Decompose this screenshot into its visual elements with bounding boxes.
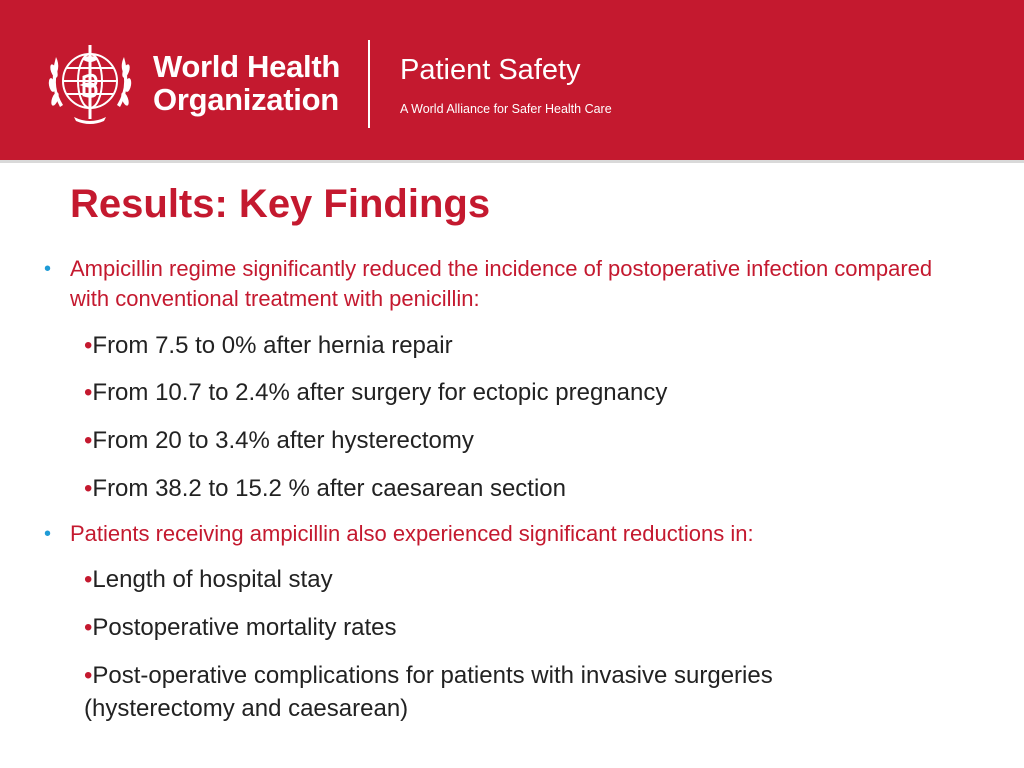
sub-bullet-dot-icon: • — [84, 332, 93, 359]
bullet-1 — [44, 254, 970, 314]
subitem-1-1-text: From 7.5 to 0% after hernia repair — [92, 332, 453, 359]
subitem-2-2 — [84, 611, 984, 644]
subitem-2-3 — [84, 659, 914, 725]
sub-bullet-dot-icon: • — [84, 427, 93, 454]
sub-bullet-dot-icon: • — [84, 379, 93, 406]
subitem-1-1 — [84, 329, 984, 362]
subitem-1-4 — [84, 472, 984, 505]
sub-bullet-dot-icon: • — [84, 662, 93, 689]
subitem-1-2-text: From 10.7 to 2.4% after surgery for ectopic pregnancy — [92, 379, 668, 406]
bullet-2-text: Patients receiving ampicillin also experienced significant reductions in: — [70, 521, 754, 546]
bullet-2 — [44, 519, 970, 549]
sub-bullet-dot-icon: • — [84, 566, 93, 593]
subitem-2-3-text: Post-operative complications for patients with invasive surgeries (hysterectomy and caesarean) — [84, 662, 773, 722]
bullet-dot-icon: • — [44, 523, 52, 545]
subitem-2-1-text: Length of hospital stay — [92, 566, 333, 593]
program-subtitle: A World Alliance for Safer Health Care — [400, 102, 612, 116]
subitem-1-3 — [84, 424, 984, 457]
slide-title: Results: Key Findings — [70, 182, 491, 226]
subitem-1-2 — [84, 376, 984, 409]
subitem-1-4-text: From 38.2 to 15.2 % after caesarean section — [92, 475, 566, 502]
bullet-dot-icon: • — [44, 258, 52, 280]
sub-bullet-dot-icon: • — [84, 475, 93, 502]
bullet-1-text: Ampicillin regime significantly reduced the incidence of postoperative infection compared with conventional treatment with penicillin: — [70, 256, 933, 311]
org-name-line2: Organization — [153, 82, 339, 117]
subitem-2-2-text: Postoperative mortality rates — [92, 614, 397, 641]
sub-bullet-dot-icon: • — [84, 614, 93, 641]
program-title: Patient Safety — [400, 54, 581, 86]
org-name-line1: World Health — [153, 49, 341, 84]
subitem-1-3-text: From 20 to 3.4% after hysterectomy — [92, 427, 474, 454]
subitem-2-1 — [84, 563, 984, 596]
